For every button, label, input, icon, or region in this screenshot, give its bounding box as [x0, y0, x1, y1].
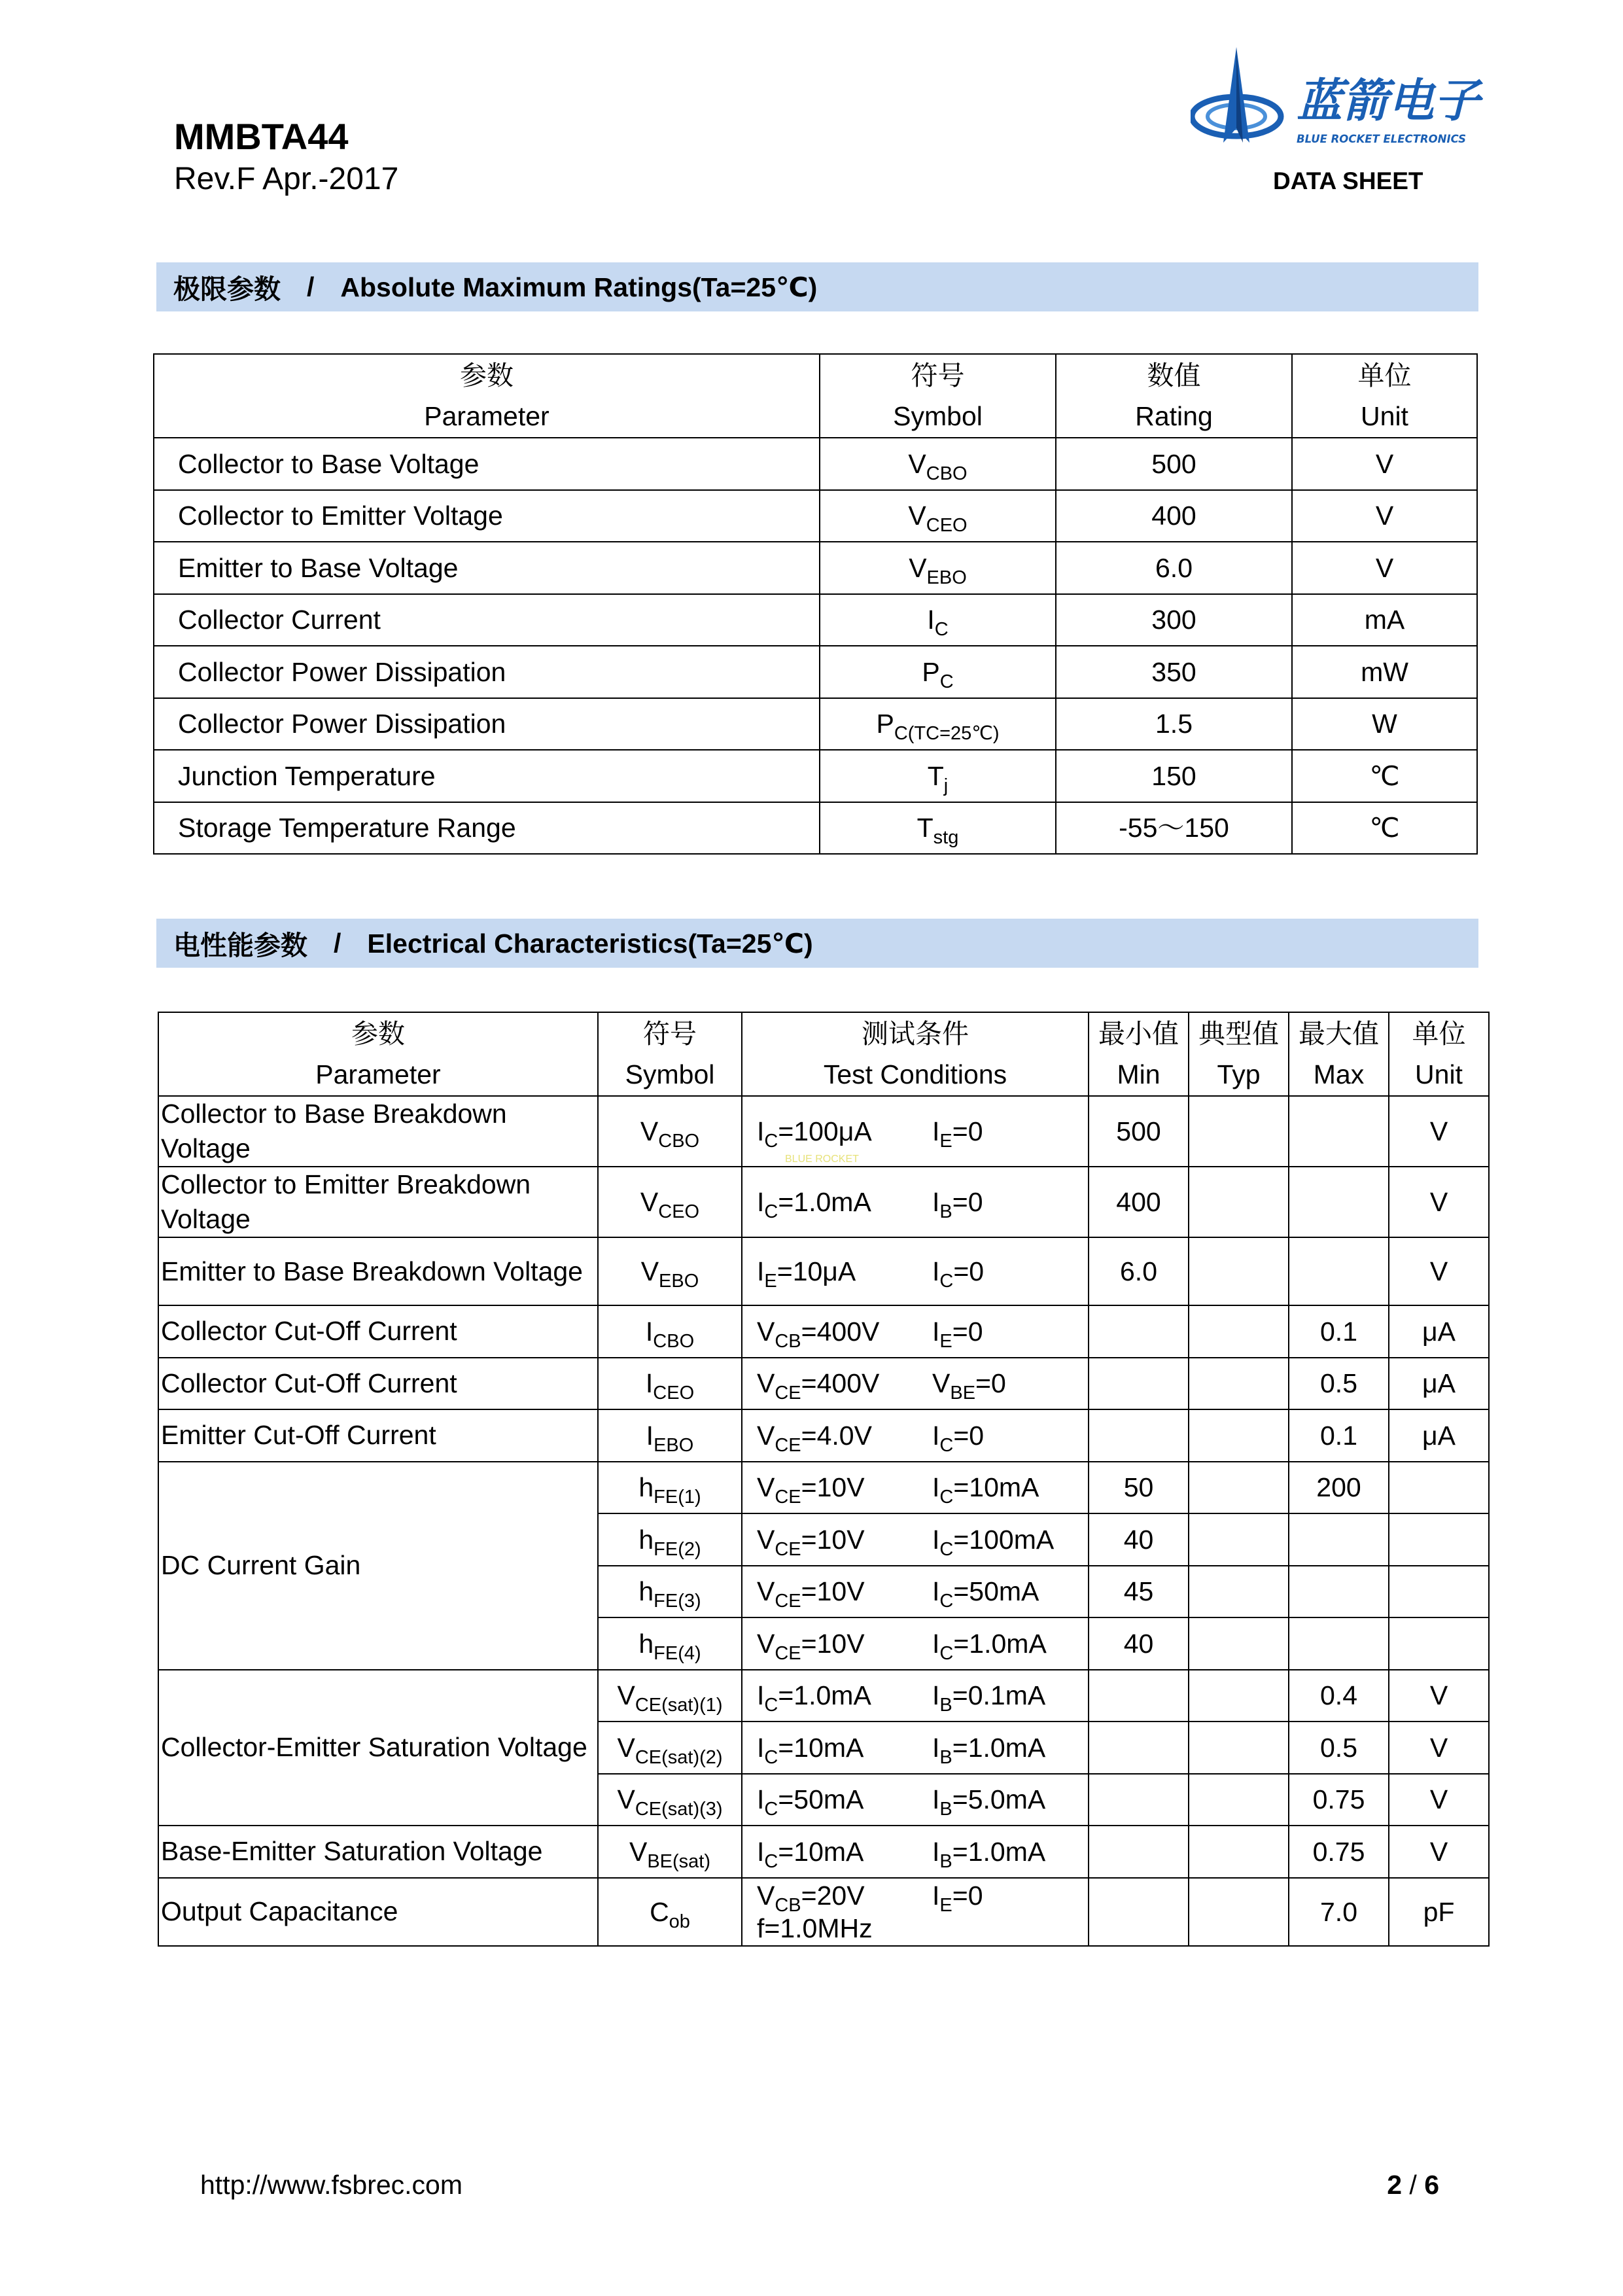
revision: Rev.F Apr.-2017 [174, 162, 399, 196]
watermark: BLUE ROCKET [785, 1154, 859, 1165]
header-max: 最大值 Max [1289, 1012, 1389, 1096]
symbol-cell: $V_{CBO}$ [598, 1096, 742, 1167]
rating-cell: 350 [1056, 646, 1292, 698]
table-row [158, 1167, 1489, 1237]
symbol-cell: $h_{FE(1)}$ [598, 1462, 742, 1514]
typ-cell [1189, 1167, 1289, 1237]
test-condition-cell: $I_C=10mA$ $I_B=1.0mA$ [742, 1826, 1089, 1878]
max-cell: 0.1 [1289, 1305, 1389, 1358]
page-number: 2 / 6 [1387, 2170, 1439, 2200]
unit-cell [1389, 1566, 1489, 1618]
unit-cell: mA [1292, 594, 1477, 646]
header-parameter: 参数 Parameter [158, 1012, 598, 1096]
unit-cell: V [1292, 490, 1477, 542]
table-row [158, 1878, 1489, 1946]
param-cell: Junction Temperature [154, 750, 820, 802]
table-row [154, 750, 1477, 802]
unit-cell: V [1389, 1237, 1489, 1305]
max-cell [1289, 1237, 1389, 1305]
max-cell [1289, 1566, 1389, 1618]
symbol-cell: $h_{FE(4)}$ [598, 1617, 742, 1670]
param-cell: Collector Cut-Off Current [158, 1305, 598, 1358]
section-title-en: Electrical Characteristics(Ta=25℃) [367, 928, 813, 959]
max-cell [1289, 1096, 1389, 1167]
section-banner-electrical [156, 919, 1478, 968]
unit-cell: μA [1389, 1409, 1489, 1462]
table-row [154, 646, 1477, 698]
min-cell [1089, 1722, 1189, 1774]
table-row [158, 1305, 1489, 1358]
symbol-cell: $V_{CE(sat)(1)}$ [598, 1670, 742, 1722]
min-cell [1089, 1409, 1189, 1462]
symbol-cell: $I_{CBO}$ [598, 1305, 742, 1358]
typ-cell [1189, 1566, 1289, 1618]
typ-cell [1189, 1774, 1289, 1826]
min-cell [1089, 1670, 1189, 1722]
unit-cell: mW [1292, 646, 1477, 698]
table-row [158, 1670, 1489, 1722]
unit-cell: ℃ [1292, 802, 1477, 855]
test-condition-cell: $I_C=50mA$ $I_B=5.0mA$ [742, 1774, 1089, 1826]
rating-cell: 500 [1056, 438, 1292, 490]
rating-cell: -55～150 [1056, 802, 1292, 855]
typ-cell [1189, 1409, 1289, 1462]
symbol-cell: $T_j$ [820, 750, 1056, 802]
header-unit: 单位 Unit [1292, 354, 1477, 438]
max-cell: 7.0 [1289, 1878, 1389, 1946]
symbol-cell: $h_{FE(2)}$ [598, 1513, 742, 1566]
typ-cell [1189, 1878, 1289, 1946]
max-cell: 0.75 [1289, 1826, 1389, 1878]
section-separator: / [334, 928, 341, 958]
header-parameter: 参数 Parameter [154, 354, 820, 438]
section-title-en: Absolute Maximum Ratings(Ta=25℃) [340, 272, 818, 302]
test-condition-cell: $V_{CE}=4.0V$ $I_C=0$ [742, 1409, 1089, 1462]
section-title-cn: 电性能参数 [173, 930, 307, 961]
rating-cell: 150 [1056, 750, 1292, 802]
table-row [154, 542, 1477, 594]
min-cell: 40 [1089, 1617, 1189, 1670]
min-cell [1089, 1774, 1189, 1826]
table-row [154, 594, 1477, 646]
test-condition-cell: $V_{CE}=400V$ $V_{BE}=0$ [742, 1358, 1089, 1410]
min-cell: 6.0 [1089, 1237, 1189, 1305]
table-row [154, 698, 1477, 751]
test-condition-cell: $I_C=1.0mA$ $I_B=0$ [742, 1167, 1089, 1237]
param-cell: Emitter to Base Breakdown Voltage [158, 1237, 598, 1305]
table-header-row [158, 1012, 1489, 1096]
unit-cell: μA [1389, 1305, 1489, 1358]
header-rating: 数值 Rating [1056, 354, 1292, 438]
max-cell: 0.75 [1289, 1774, 1389, 1826]
symbol-cell: $V_{CE(sat)(3)}$ [598, 1774, 742, 1826]
unit-cell: μA [1389, 1358, 1489, 1410]
test-condition-cell: $I_C=100\mu A$ $I_E=0$ [742, 1096, 1089, 1167]
symbol-cell: $V_{CEO}$ [598, 1167, 742, 1237]
unit-cell: pF [1389, 1878, 1489, 1946]
typ-cell [1189, 1722, 1289, 1774]
symbol-cell: $V_{EBO}$ [820, 542, 1056, 594]
rating-cell: 400 [1056, 490, 1292, 542]
table-row [154, 438, 1477, 490]
max-cell: 0.5 [1289, 1722, 1389, 1774]
param-cell: Emitter Cut-Off Current [158, 1409, 598, 1462]
symbol-cell: $I_{EBO}$ [598, 1409, 742, 1462]
min-cell: 50 [1089, 1462, 1189, 1514]
min-cell: 400 [1089, 1167, 1189, 1237]
typ-cell [1189, 1358, 1289, 1410]
unit-cell: V [1389, 1096, 1489, 1167]
test-condition-cell: $V_{CE}=10V$ $I_C=1.0mA$ [742, 1617, 1089, 1670]
logo-en-text: BLUE ROCKET ELECTRONICS [1297, 133, 1467, 145]
param-cell: Collector to Emitter Voltage [154, 490, 820, 542]
header-symbol: 符号 Symbol [820, 354, 1056, 438]
symbol-cell: $P_C$ [820, 646, 1056, 698]
symbol-cell: $V_{CEO}$ [820, 490, 1056, 542]
unit-cell: V [1389, 1167, 1489, 1237]
unit-cell: V [1389, 1774, 1489, 1826]
unit-cell: V [1389, 1722, 1489, 1774]
header-unit: 单位 Unit [1389, 1012, 1489, 1096]
min-cell: 40 [1089, 1513, 1189, 1566]
header-min: 最小值 Min [1089, 1012, 1189, 1096]
test-condition-cell: $V_{CB}=400V$ $I_E=0$ [742, 1305, 1089, 1358]
company-logo [1191, 44, 1492, 169]
min-cell: 500 [1089, 1096, 1189, 1167]
unit-cell: V [1292, 542, 1477, 594]
param-cell: Output Capacitance [158, 1878, 598, 1946]
param-cell: DC Current Gain [158, 1462, 598, 1670]
abs-max-ratings-table [153, 353, 1478, 855]
table-header-row [154, 354, 1477, 438]
test-condition-cell: $V_{CE}=10V$ $I_C=50mA$ [742, 1566, 1089, 1618]
typ-cell [1189, 1617, 1289, 1670]
symbol-cell: $I_{CEO}$ [598, 1358, 742, 1410]
symbol-cell: $h_{FE(3)}$ [598, 1566, 742, 1618]
symbol-cell: $V_{CE(sat)(2)}$ [598, 1722, 742, 1774]
table-row [158, 1358, 1489, 1410]
min-cell [1089, 1305, 1189, 1358]
test-condition-cell: $I_C=1.0mA$ $I_B=0.1mA$ [742, 1670, 1089, 1722]
test-condition-cell: $V_{CE}=10V$ $I_C=100mA$ [742, 1513, 1089, 1566]
min-cell [1089, 1878, 1189, 1946]
symbol-cell: $V_{EBO}$ [598, 1237, 742, 1305]
header-symbol: 符号 Symbol [598, 1012, 742, 1096]
max-cell: 0.1 [1289, 1409, 1389, 1462]
param-cell: Collector to Emitter Breakdown Voltage [158, 1167, 598, 1237]
table-row [158, 1237, 1489, 1305]
param-cell: Emitter to Base Voltage [154, 542, 820, 594]
unit-cell [1389, 1462, 1489, 1514]
max-cell [1289, 1617, 1389, 1670]
table-row [154, 802, 1477, 855]
logo-cn-text: 蓝箭电子 [1297, 74, 1480, 128]
typ-cell [1189, 1826, 1289, 1878]
unit-cell: ℃ [1292, 750, 1477, 802]
header-typ: 典型值 Typ [1189, 1012, 1289, 1096]
param-cell: Collector-Emitter Saturation Voltage [158, 1670, 598, 1826]
max-cell [1289, 1167, 1389, 1237]
rating-cell: 300 [1056, 594, 1292, 646]
typ-cell [1189, 1237, 1289, 1305]
param-cell: Collector Power Dissipation [154, 646, 820, 698]
test-condition-cell: $V_{CB}=20V$ $I_E=0$ f=1.0MHz [742, 1878, 1089, 1946]
symbol-cell: $I_C$ [820, 594, 1056, 646]
typ-cell [1189, 1513, 1289, 1566]
param-cell: Collector Cut-Off Current [158, 1358, 598, 1410]
unit-cell [1389, 1617, 1489, 1670]
max-cell: 200 [1289, 1462, 1389, 1514]
param-cell: Collector Power Dissipation [154, 698, 820, 751]
unit-cell: V [1389, 1670, 1489, 1722]
max-cell: 0.5 [1289, 1358, 1389, 1410]
test-condition-cell: $I_C=10mA$ $I_B=1.0mA$ [742, 1722, 1089, 1774]
data-sheet-label: DATA SHEET [1273, 168, 1423, 194]
table-row [158, 1826, 1489, 1878]
section-banner-abs-max [156, 262, 1478, 311]
unit-cell: W [1292, 698, 1477, 751]
unit-cell [1389, 1513, 1489, 1566]
min-cell [1089, 1358, 1189, 1410]
footer-url: http://www.fsbrec.com [200, 2170, 463, 2200]
typ-cell [1189, 1305, 1289, 1358]
test-condition-cell: $V_{CE}=10V$ $I_C=10mA$ [742, 1462, 1089, 1514]
param-cell: Base-Emitter Saturation Voltage [158, 1826, 598, 1878]
table-row [154, 490, 1477, 542]
header-test-conditions: 测试条件 Test Conditions [742, 1012, 1089, 1096]
typ-cell [1189, 1462, 1289, 1514]
rating-cell: 6.0 [1056, 542, 1292, 594]
unit-cell: V [1389, 1826, 1489, 1878]
table-row [158, 1462, 1489, 1514]
electrical-characteristics-table [158, 1012, 1490, 1947]
symbol-cell: $C_{ob}$ [598, 1878, 742, 1946]
min-cell [1089, 1826, 1189, 1878]
section-separator: / [307, 272, 315, 302]
typ-cell [1189, 1096, 1289, 1167]
part-number: MMBTA44 [174, 116, 349, 157]
table-row [158, 1409, 1489, 1462]
unit-cell: V [1292, 438, 1477, 490]
symbol-cell: $T_{stg}$ [820, 802, 1056, 855]
test-condition-cell: $I_E=10\mu A$ $I_C=0$ [742, 1237, 1089, 1305]
rating-cell: 1.5 [1056, 698, 1292, 751]
typ-cell [1189, 1670, 1289, 1722]
param-cell: Collector to Base Breakdown Voltage [158, 1096, 598, 1167]
symbol-cell: $V_{BE(sat)}$ [598, 1826, 742, 1878]
symbol-cell: $V_{CBO}$ [820, 438, 1056, 490]
symbol-cell: $P_{C(TC=25℃)}$ [820, 698, 1056, 751]
section-title-cn: 极限参数 [173, 274, 281, 305]
param-cell: Collector Current [154, 594, 820, 646]
min-cell: 45 [1089, 1566, 1189, 1618]
param-cell: Collector to Base Voltage [154, 438, 820, 490]
max-cell: 0.4 [1289, 1670, 1389, 1722]
max-cell [1289, 1513, 1389, 1566]
param-cell: Storage Temperature Range [154, 802, 820, 855]
